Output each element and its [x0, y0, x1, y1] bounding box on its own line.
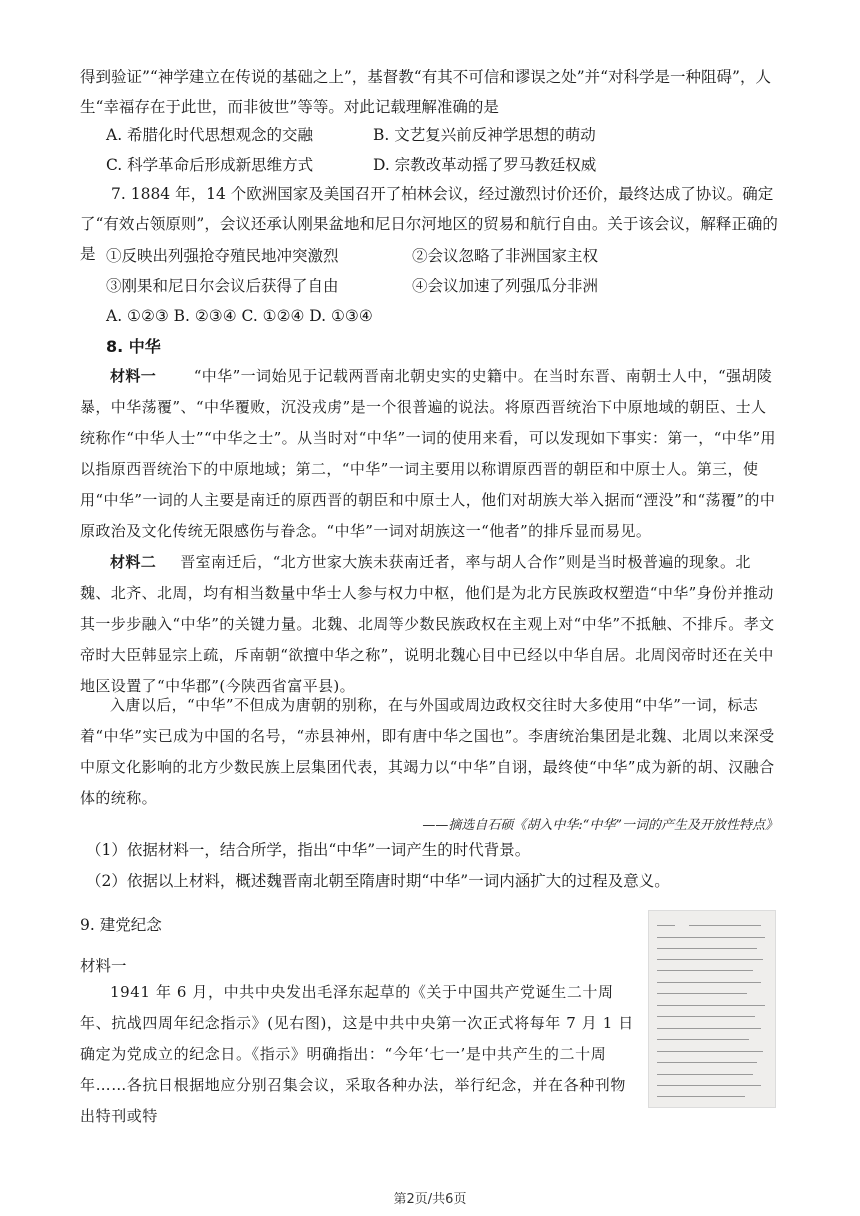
q9-material-1-text: 1941 年 6 月，中共中央发出毛泽东起草的《关于中国共产党诞生二十周年、抗战四周年纪念指示》(见右图)，这是中共中央第一次正式将每年 7 月 1 日确定为党成立的纪念日。《指示》明确指出：“今年‘七一’是中共产生的二十周年……各抗日根据地应分别召集会议，采取各种办法，举行纪念，并在各种刊物出特刊或特: [80, 983, 634, 1125]
q8-question-1: （1）依据材料一，结合所学，指出“中华”一词产生的时代背景。: [86, 841, 531, 859]
q8-source: ——摘选自石硕《胡入中华:“中华”一词的产生及开放性特点》: [422, 818, 778, 833]
q8-title: 8. 中华: [106, 337, 161, 356]
q6-option-d: D. 宗教改革动摇了罗马教廷权威: [373, 156, 597, 174]
q8-material-1: [80, 361, 780, 547]
q6-option-b: B. 文艺复兴前反神学思想的萌动: [373, 126, 596, 144]
q7-item-1: ①反映出列强抢夺殖民地冲突激烈: [106, 247, 339, 265]
q7-item-2: ②会议忽略了非洲国家主权: [412, 247, 599, 265]
q7-item-4: ④会议加速了列强瓜分非洲: [412, 277, 599, 295]
q8-material-1-text: “中华”一词始见于记载两晋南北朝史实的史籍中。在当时东晋、南朝士人中，“强胡陵暴，中华荡覆”、“中华覆败，沉没戎虏”是一个很普遍的说法。将原西晋统治下中原地域的朝臣、士人统称作“中华人士”“中华之士”。从当时对“中华”一词的使用来看，可以发现如下事实：第一，“中华”用以指原西晋统治下的中原地域；第二，“中华”一词主要用以称谓原西晋的朝臣和中原士人。第三，使用“中华”一词的人主要是南迁的原西晋的朝臣和中原士人，他们对胡族大举入据而“湮没”和“荡覆”的中原政治及文化传统无限感伤与眷念。“中华”一词对胡族这一“他者”的排斥显而易见。: [80, 367, 776, 540]
q8-question-2: （2）依据以上材料，概述魏晋南北朝至隋唐时期“中华”一词内涵扩大的过程及意义。: [86, 872, 670, 890]
q7-options: A. ①②③ B. ②③④ C. ①②④ D. ①③④: [106, 307, 373, 325]
q8-material-2-text: 晋室南迁后，“北方世家大族未获南迁者，率与胡人合作”则是当时极普遍的现象。北魏、北齐、北周，均有相当数量中华士人参与权力中枢，他们是为北方民族政权塑造“中华”身份并推动其一步步融入“中华”的关键力量。北魏、北周等少数民族政权在主观上对“中华”不抵触、不排斥。孝文帝时大臣韩显宗上疏，斥南朝“欲擅中华之称”，说明北魏心目中已经以中华自居。北周闵帝时还在关中地区设置了“中华郡”(今陕西省富平县)。: [80, 553, 775, 695]
q7-stem: 7. 1884 年，14 个欧洲国家及美国召开了柏林会议，经过激烈讨价还价，最终达成了协议。确定了“有效占领原则”，会议还承认刚果盆地和尼日尔河地区的贸易和航行自由。关于该会议，解释正确的是: [80, 185, 778, 263]
q6-option-c: C. 科学革命后形成新思维方式: [106, 156, 314, 174]
q8-material-2-label: 材料二: [110, 553, 157, 571]
q6-option-a: A. 希腊化时代思想观念的交融: [106, 126, 314, 144]
q6-stem: 得到验证”“神学建立在传说的基础之上”，基督教“有其不可信和谬误之处”并“对科学是一种阻碍”，人生“幸福存在于此世，而非彼世”等等。对此记载理解准确的是: [80, 68, 771, 116]
historical-document-image: [648, 910, 776, 1108]
q9-title: 9. 建党纪念: [80, 916, 162, 934]
q9-material-1-label: 材料一: [80, 957, 127, 975]
page-footer: 第2页/共6页: [393, 1192, 467, 1207]
q7-item-3: ③刚果和尼日尔会议后获得了自由: [106, 277, 339, 295]
q8-material-1-label: 材料一: [110, 367, 157, 385]
q8-material-2: [80, 547, 780, 702]
q8-material-2-continued: 入唐以后，“中华”不但成为唐朝的别称，在与外国或周边政权交往时大多使用“中华”一词，标志着“中华”实已成为中国的名号，“赤县神州，即有唐中华之国也”。李唐统治集团是北魏、北周以来深受中原文化影响的北方少数民族上层集团代表，其竭力以“中华”自诩，最终使“中华”成为新的胡、汉融合体的统称。: [80, 696, 775, 807]
